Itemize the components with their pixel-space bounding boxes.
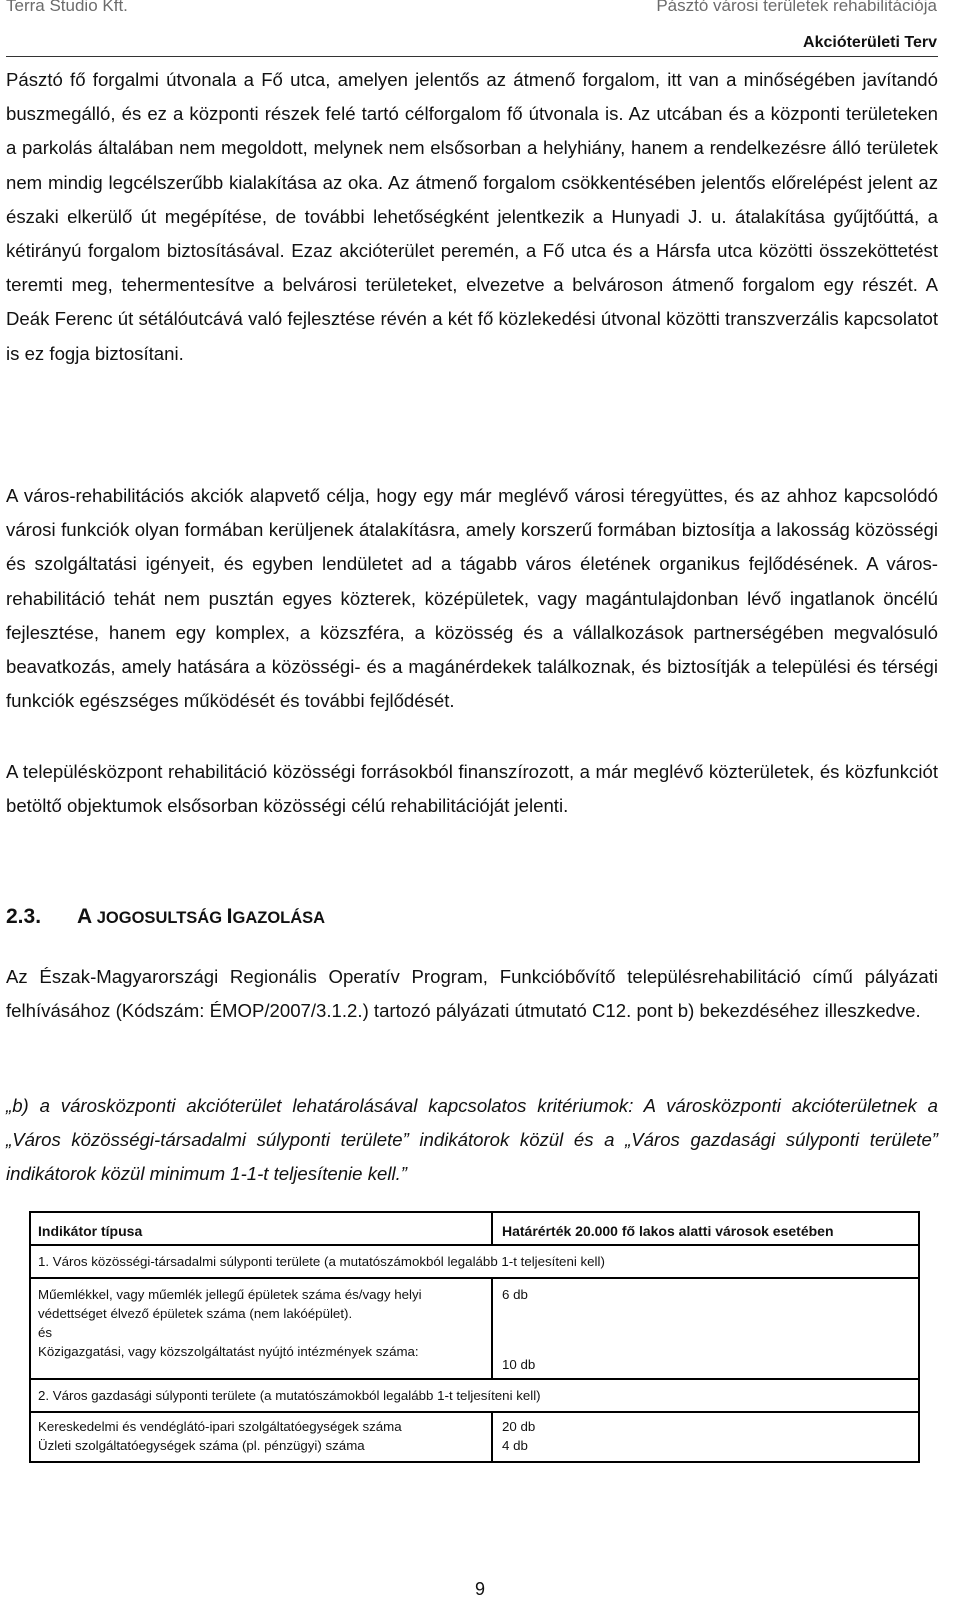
group-1-title: 1. Város közösségi-társadalmi súlyponti területe (a mutatószámokból legalább 1-t teljesíteni kell) — [38, 1254, 605, 1269]
table-header-threshold: Határérték 20.000 fő lakos alatti városok esetében — [502, 1223, 834, 1239]
header-subtitle: Akcióterületi Terv — [803, 34, 937, 51]
column-divider — [491, 1413, 493, 1461]
threshold-value: 4 db — [502, 1438, 528, 1453]
threshold-value: 20 db — [502, 1419, 536, 1434]
section-title-cap1: A — [77, 905, 93, 928]
header-company: Terra Studio Kft. — [6, 0, 128, 15]
group-2-title: 2. Város gazdasági súlyponti területe (a mutatószámokból legalább 1-t teljesíteni kell) — [38, 1388, 541, 1403]
threshold-value: 10 db — [502, 1357, 536, 1372]
column-divider — [491, 1213, 493, 1244]
table-row — [31, 1277, 918, 1378]
section-title-part1: JOGOSULTSÁG — [92, 909, 227, 927]
header-document-title: Pásztó városi területek rehabilitációja — [656, 0, 937, 15]
column-divider — [491, 1279, 493, 1378]
group-2-values — [502, 1417, 535, 1455]
paragraph-rehabilitation-goal: A város-rehabilitációs akciók alapvető célja, hogy egy már meglévő városi téregyüttes, és az ahhoz kapcsolódó városi funkciók olyan formában kerüljenek átalakításra, amely korszerű formában biztosítja a lakosság közösségi és szolgáltatási igényeit, és egyben lendületet ad a tágabb város életének organikus fejlődésének. A város-rehabilitáció tehát nem pusztán egyes közterek, középületek, vagy magántulajdonban lévő ingatlanok öncélú fejlesztése, hanem egy komplex, a közszféra, a közösség és a vállalkozások partnerségében megvalósuló beavatkozás, amely hatására a közösségi- és a magánérdekek találkoznak, és biztosítják a települési és térségi funkciók egészséges működését és további fejlődését. — [6, 485, 938, 712]
page-number: 9 — [474, 1579, 485, 1599]
indicator-text: és — [38, 1325, 53, 1340]
indicator-table — [29, 1211, 920, 1463]
indicator-text: védettséget élvező épületek száma (nem lakóépület). — [38, 1306, 353, 1321]
table-header-row — [31, 1213, 918, 1244]
indicator-text: Üzleti szolgáltatóegységek száma (pl. pénzügyi) száma — [38, 1438, 365, 1453]
paragraph-center-rehabilitation: A településközpont rehabilitáció közösségi forrásokból finanszírozott, a már meglévő közterületek, és közfunkciót betöltő objektumok elsősorban közösségi célú rehabilitációját jelenti. — [6, 761, 938, 817]
group-1-indicators — [38, 1285, 422, 1361]
section-title-cap2: I — [226, 905, 233, 928]
table-header-indicator: Indikátor típusa — [38, 1223, 143, 1239]
paragraph-criteria-quote: „b) a városközponti akcióterület lehatárolásával kapcsolatos kritériumok: A városközponti akcióterületnek a „Város közösségi-társadalmi súlyponti területe” indikátorok közül és a „Város gazdasági súlyponti területe” indikátorok közül minimum 1-1-t teljesítenie kell.” — [6, 1095, 938, 1185]
indicator-text: Műemlékkel, vagy műemlék jellegű épületek száma és/vagy helyi — [38, 1287, 422, 1302]
section-heading — [6, 897, 325, 938]
section-number: 2.3. — [6, 905, 42, 928]
paragraph-traffic: Pásztó fő forgalmi útvonala a Fő utca, amelyen jelentős az átmenő forgalom, itt van a minőségében javítandó buszmegálló, és ez a központi részek felé tartó célforgalom fő útvonala is. Az utcában és a központi területeken a parkolás általában nem megoldott, melynek nem elsősorban a helyhiány, hanem a rendelkezésre álló területek nem mindig legcélszerűbb kialakítása az oka. Az átmenő forgalom csökkentésében jelentős előrelépést jelent az északi elkerülő út megépítése, de további lehetőségként jelentkezik a Hunyadi J. u. átalakítása gyűjtőúttá, a kétirányú forgalom biztosításával. Ezaz akcióterület peremén, a Fő utca és a Hársfa utca közötti összeköttetést teremti meg, tehermentesítve a belvárosi területeket, elvezetve a belvároson átmenő forgalom egy részét. A Deák Ferenc út sétálóutcává való fejlesztése révén a két fő közlekedési útvonal közötti transzverzális kapcsolatot is ez fogja biztosítani. — [6, 69, 938, 364]
paragraph-program-reference: Az Észak-Magyarországi Regionális Operatív Program, Funkcióbővítő településrehabilitáció című pályázati felhívásához (Kódszám: ÉMOP/2007/3.1.2.) tartozó pályázati útmutató C12. pont b) bekezdéséhez illeszkedve. — [6, 966, 938, 1022]
group-2-indicators — [38, 1417, 402, 1455]
table-row — [31, 1411, 918, 1461]
indicator-text: Közigazgatási, vagy közszolgáltatást nyújtó intézmények száma: — [38, 1344, 419, 1359]
table-group-row — [31, 1244, 918, 1277]
section-title-part2: GAZOLÁSA — [232, 909, 326, 927]
header-divider — [6, 56, 938, 57]
indicator-text: Kereskedelmi és vendéglátó-ipari szolgáltatóegységek száma — [38, 1419, 402, 1434]
threshold-value: 6 db — [502, 1287, 528, 1302]
table-group-row — [31, 1378, 918, 1411]
